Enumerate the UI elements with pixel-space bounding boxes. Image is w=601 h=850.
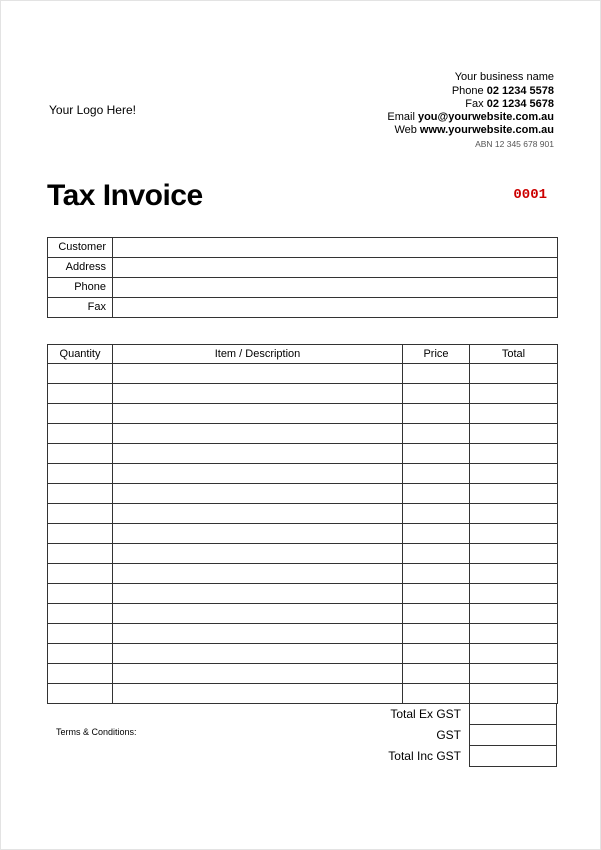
items-header-quantity: Quantity bbox=[48, 344, 113, 363]
item-row bbox=[48, 683, 558, 703]
business-abn: ABN 12 345 678 901 bbox=[475, 138, 554, 149]
item-cell bbox=[470, 483, 558, 503]
item-row bbox=[48, 483, 558, 503]
item-cell bbox=[113, 423, 403, 443]
item-cell bbox=[48, 383, 113, 403]
total-label: Total Ex GST bbox=[390, 706, 461, 721]
items-table-body bbox=[48, 363, 558, 703]
item-row bbox=[48, 523, 558, 543]
logo-placeholder: Your Logo Here! bbox=[49, 103, 136, 117]
items-header-item-description: Item / Description bbox=[113, 344, 403, 363]
item-cell bbox=[48, 623, 113, 643]
item-cell bbox=[470, 423, 558, 443]
item-cell bbox=[470, 543, 558, 563]
item-cell bbox=[48, 683, 113, 703]
item-row bbox=[48, 363, 558, 383]
item-row bbox=[48, 563, 558, 583]
business-phone-line: Phone 02 1234 5578 bbox=[451, 84, 554, 97]
customer-field-label: Address bbox=[48, 257, 113, 277]
total-value-box bbox=[469, 703, 557, 725]
customer-row-address bbox=[48, 257, 558, 277]
item-cell bbox=[403, 383, 470, 403]
item-cell bbox=[113, 503, 403, 523]
bottom-section bbox=[47, 703, 557, 767]
customer-row-fax bbox=[48, 297, 558, 317]
business-name: Your business name bbox=[454, 71, 554, 83]
customer-field-label: Customer bbox=[48, 237, 113, 257]
item-cell bbox=[403, 463, 470, 483]
item-cell bbox=[113, 643, 403, 663]
item-cell bbox=[470, 603, 558, 623]
customer-field-value bbox=[113, 257, 558, 277]
item-cell bbox=[48, 363, 113, 383]
item-cell bbox=[470, 363, 558, 383]
item-cell bbox=[470, 683, 558, 703]
item-cell bbox=[470, 663, 558, 683]
item-cell bbox=[470, 403, 558, 423]
item-cell bbox=[113, 623, 403, 643]
item-cell bbox=[403, 363, 470, 383]
terms-label: Terms & Conditions: bbox=[56, 726, 137, 737]
items-header-total: Total bbox=[470, 344, 558, 363]
item-cell bbox=[113, 463, 403, 483]
item-cell bbox=[113, 543, 403, 563]
business-lines bbox=[387, 85, 554, 137]
customer-row-phone bbox=[48, 277, 558, 297]
customer-field-value bbox=[113, 297, 558, 317]
item-cell bbox=[113, 443, 403, 463]
item-cell bbox=[113, 563, 403, 583]
item-cell bbox=[48, 643, 113, 663]
customer-field-label: Fax bbox=[48, 297, 113, 317]
business-email-line: Email you@yourwebsite.com.au bbox=[387, 110, 554, 123]
item-cell bbox=[470, 443, 558, 463]
customer-row-customer bbox=[48, 237, 558, 257]
item-cell bbox=[48, 543, 113, 563]
item-cell bbox=[470, 563, 558, 583]
total-row-total-ex-gst bbox=[47, 703, 557, 725]
item-cell bbox=[403, 643, 470, 663]
total-label: GST bbox=[436, 727, 461, 742]
item-cell bbox=[470, 383, 558, 403]
item-row bbox=[48, 383, 558, 403]
item-cell bbox=[113, 403, 403, 423]
item-row bbox=[48, 503, 558, 523]
item-cell bbox=[113, 663, 403, 683]
item-cell bbox=[113, 523, 403, 543]
item-cell bbox=[48, 523, 113, 543]
item-row bbox=[48, 603, 558, 623]
customer-field-value bbox=[113, 277, 558, 297]
item-cell bbox=[403, 403, 470, 423]
invoice-number: 0001 bbox=[513, 186, 547, 203]
page-content bbox=[1, 1, 600, 767]
item-cell bbox=[48, 663, 113, 683]
item-cell bbox=[113, 483, 403, 503]
item-cell bbox=[403, 663, 470, 683]
item-cell bbox=[113, 683, 403, 703]
item-cell bbox=[48, 423, 113, 443]
item-cell bbox=[113, 363, 403, 383]
item-cell bbox=[470, 623, 558, 643]
business-web-line: Web www.yourwebsite.com.au bbox=[394, 123, 554, 136]
item-cell bbox=[403, 483, 470, 503]
page-header bbox=[47, 71, 554, 149]
item-cell bbox=[470, 463, 558, 483]
item-row bbox=[48, 623, 558, 643]
item-cell bbox=[48, 463, 113, 483]
items-header-price: Price bbox=[403, 344, 470, 363]
business-contact-block bbox=[387, 71, 554, 149]
item-row bbox=[48, 403, 558, 423]
item-row bbox=[48, 463, 558, 483]
title-row bbox=[47, 179, 554, 213]
item-cell bbox=[48, 583, 113, 603]
item-cell bbox=[113, 583, 403, 603]
item-cell bbox=[403, 563, 470, 583]
item-row bbox=[48, 643, 558, 663]
item-row bbox=[48, 663, 558, 683]
item-cell bbox=[403, 543, 470, 563]
items-header-row bbox=[48, 344, 558, 363]
business-fax-line: Fax 02 1234 5678 bbox=[465, 97, 554, 110]
item-row bbox=[48, 443, 558, 463]
item-cell bbox=[48, 403, 113, 423]
item-cell bbox=[48, 443, 113, 463]
item-cell bbox=[403, 503, 470, 523]
item-cell bbox=[403, 603, 470, 623]
customer-table-body bbox=[48, 237, 558, 317]
item-cell bbox=[48, 563, 113, 583]
item-row bbox=[48, 423, 558, 443]
item-cell bbox=[403, 423, 470, 443]
items-table bbox=[47, 344, 558, 704]
customer-field-value bbox=[113, 237, 558, 257]
total-value-box bbox=[469, 724, 557, 746]
item-cell bbox=[403, 583, 470, 603]
item-cell bbox=[113, 383, 403, 403]
item-cell bbox=[470, 583, 558, 603]
item-cell bbox=[470, 503, 558, 523]
item-row bbox=[48, 583, 558, 603]
page-title: Tax Invoice bbox=[47, 178, 203, 212]
customer-table bbox=[47, 237, 558, 318]
item-cell bbox=[403, 683, 470, 703]
item-cell bbox=[470, 643, 558, 663]
item-cell bbox=[403, 623, 470, 643]
total-row-total-inc-gst bbox=[47, 745, 557, 767]
item-cell bbox=[403, 443, 470, 463]
item-cell bbox=[403, 523, 470, 543]
item-cell bbox=[48, 603, 113, 623]
item-cell bbox=[48, 483, 113, 503]
total-label: Total Inc GST bbox=[388, 748, 461, 763]
item-cell bbox=[470, 523, 558, 543]
customer-field-label: Phone bbox=[48, 277, 113, 297]
total-value-box bbox=[469, 745, 557, 767]
item-cell bbox=[113, 603, 403, 623]
item-row bbox=[48, 543, 558, 563]
item-cell bbox=[48, 503, 113, 523]
